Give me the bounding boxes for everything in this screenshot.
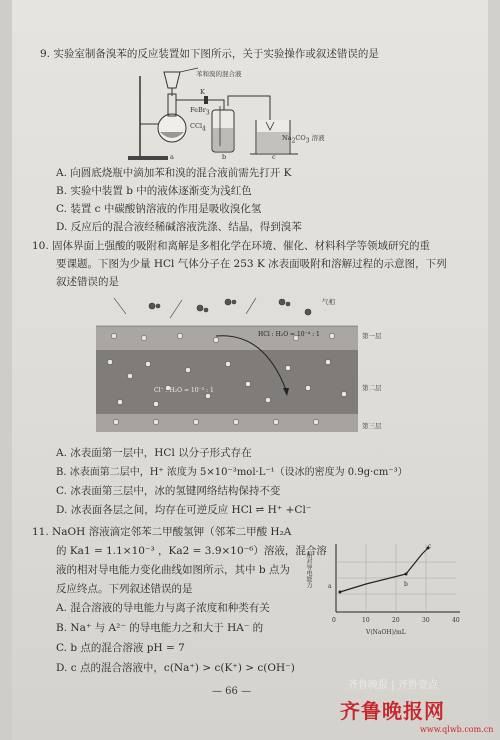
label-mixture: 苯和溴的混合液 [196, 70, 242, 78]
bottle-b-liquid [213, 128, 233, 151]
graph-point-a-label: a [328, 583, 332, 590]
graph-point-b-label: b [404, 581, 408, 588]
graph-xtick-20: 20 [392, 617, 400, 624]
stand-base [128, 156, 168, 160]
q11-line2: 的 Ka1 = 1.1×10⁻³ ，Ka2 = 3.9×10⁻⁶）溶液，混合溶 [56, 545, 327, 557]
watermark-small: 齐鲁晚报 | 齐鲁壹点 [348, 680, 438, 691]
q9-option-a: A. 向圆底烧瓶中滴加苯和溴的混合液前需先打开 K [56, 167, 292, 179]
q10-option-c: C. 冰表面第三层中，冰的氢键网络结构保持不变 [56, 485, 281, 497]
q10-stem-line3: 叙述错误的是 [56, 276, 119, 288]
q10-ice-surface-figure [96, 292, 358, 438]
point-a [339, 591, 342, 594]
point-b [405, 573, 408, 576]
layer2-band [96, 350, 358, 414]
dropping-funnel [164, 72, 180, 88]
q9-option-c: C. 装置 c 中碳酸钠溶液的作用是吸收溴化氢 [56, 203, 262, 215]
q9-option-b: B. 实验中装置 b 中的液体逐渐变为浅红色 [56, 185, 252, 197]
q10-stem-line1: 10. 固体界面上强酸的吸附和离解是多相化学在环境、催化、材料科学等领域研究的重 [32, 240, 431, 252]
label-layer2: 第二层 [362, 384, 382, 392]
left-page-edge [0, 0, 12, 740]
flask-neck [168, 94, 176, 116]
gridlines [336, 544, 456, 612]
watermark-url: www.qlwb.com.cn [420, 725, 494, 734]
q9-stem: 9. 实验室制备溴苯的反应装置如下图所示，关于实验操作或叙述错误的是 [40, 48, 379, 60]
graph-point-c-label: c [428, 543, 432, 550]
q11-line4: 反应终点。下列叙述错误的是 [56, 583, 193, 595]
right-page-edge [488, 0, 500, 740]
conductivity-curve [340, 548, 428, 592]
gas-molecules [114, 298, 311, 318]
page-number: — 66 — [212, 686, 252, 697]
label-ccl4: CCl$_4$ [190, 122, 206, 133]
label-k: K [200, 88, 205, 96]
label-c: c [272, 153, 276, 161]
label-gas-phase: 气相 [322, 298, 335, 306]
label-b: b [222, 153, 227, 161]
label-layer1: 第一层 [362, 332, 382, 340]
graph-ylabel: 相对导电能力 [305, 552, 312, 588]
graph-xtick-0: 0 [332, 617, 336, 624]
watermark-logo: 齐鲁晚报网 [340, 699, 445, 723]
q10-option-d: D. 冰表面各层之间，均存在可逆反应 HCl ⇌ H⁺ +Cl⁻ [56, 504, 312, 516]
label-na2co3: $Na_2CO_3$ 溶液 [282, 134, 325, 145]
q11-line3: 液的相对导电能力变化曲线如图所示，其中 b 点为 [56, 564, 290, 576]
label-ratio1: HCl : H₂O = 10⁻⁴ : 1 [258, 331, 320, 338]
graph-xtick-40: 40 [452, 617, 460, 624]
graph-xtick-30: 30 [422, 617, 430, 624]
label-ratio2: Cl⁻ : H₂O = 10⁻³ : 1 [154, 387, 214, 394]
q10-stem-line2: 要课题。下图为少量 HCl 气体分子在 253 K 冰表面吸附和溶解过程的示意图，下列 [56, 258, 447, 270]
layer3-band [96, 414, 358, 432]
q11-conductivity-graph [316, 540, 466, 630]
q11-option-b: B. Na⁺ 与 A²⁻ 的导电能力之和大于 HA⁻ 的 [56, 622, 264, 634]
label-a: a [170, 153, 174, 161]
graph-xlabel: V(NaOH)/mL [366, 629, 406, 636]
q11-option-a: A. 混合溶液的导电能力与离子浓度和种类有关 [56, 602, 270, 614]
q9-option-d: D. 反应后的混合液经稀碱溶液洗涤、结晶，得到溴苯 [56, 221, 302, 233]
q11-option-d: D. c 点的混合溶液中，c(Na⁺) > c(K⁺) > c(OH⁻) [56, 662, 295, 674]
q10-option-a: A. 冰表面第一层中，HCl 以分子形式存在 [56, 447, 252, 459]
label-febr3: FeBr$_3$ [190, 106, 210, 117]
label-layer3: 第三层 [362, 422, 382, 430]
graph-xtick-10: 10 [362, 617, 370, 624]
q11-line1: 11. NaOH 溶液滴定邻苯二甲酸氢钾（邻苯二甲酸 H₂A [32, 526, 292, 538]
q11-option-c: C. b 点的混合溶液 pH = 7 [56, 642, 185, 654]
q10-option-b: B. 冰表面第二层中，H⁺ 浓度为 5×10⁻³mol·L⁻¹（设冰的密度为 0.9g·cm⁻³） [56, 467, 408, 478]
